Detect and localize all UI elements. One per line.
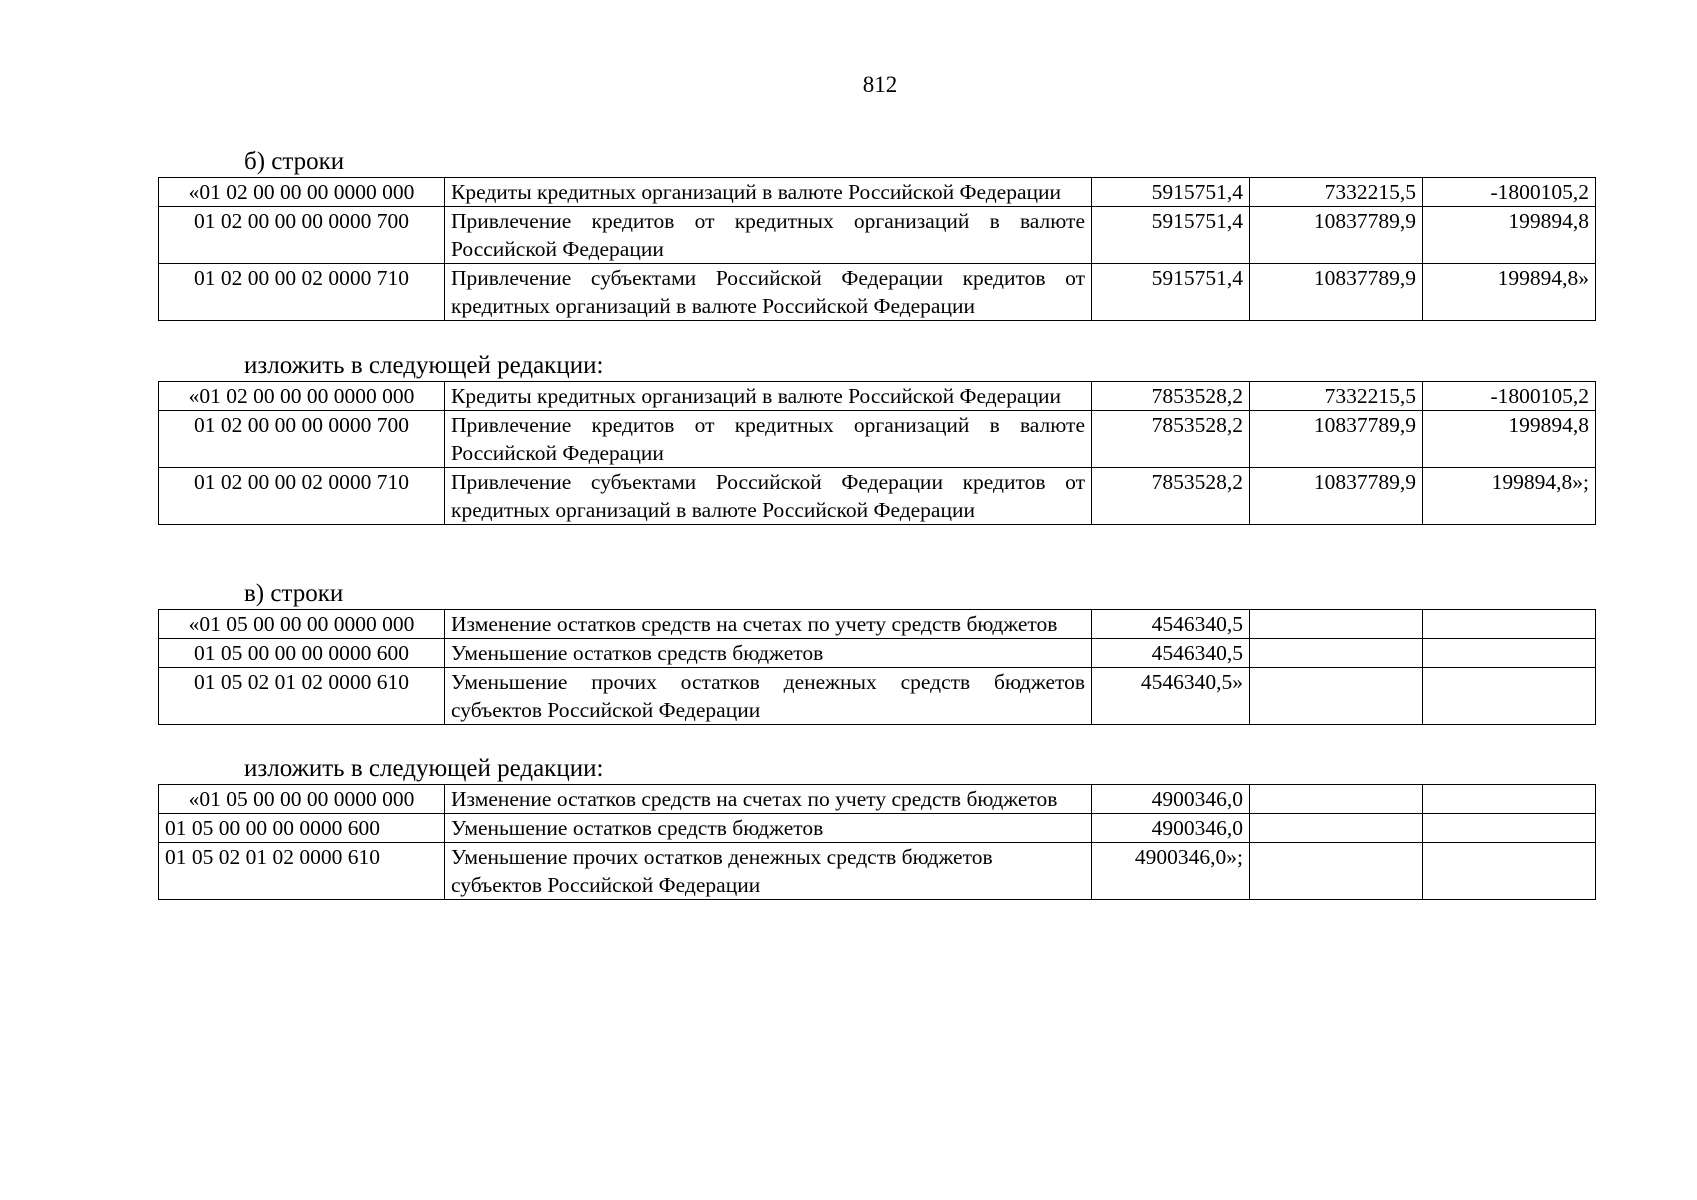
value-column-1: 7853528,2 <box>1092 468 1250 525</box>
value-column-1: 4546340,5 <box>1092 639 1250 668</box>
value-column-2: 7332215,5 <box>1250 382 1423 411</box>
value-column-2 <box>1250 843 1423 900</box>
value-column-1: 4900346,0»; <box>1092 843 1250 900</box>
value-column-1: 5915751,4 <box>1092 264 1250 321</box>
row-description: Изменение остатков средств на счетах по учету средств бюджетов <box>445 785 1092 814</box>
budget-code: «01 02 00 00 00 0000 000 <box>159 382 445 411</box>
value-column-2 <box>1250 814 1423 843</box>
table-row <box>159 843 1596 900</box>
value-column-2 <box>1250 668 1423 725</box>
value-column-3: -1800105,2 <box>1423 382 1596 411</box>
section-v-replace-heading: изложить в следующей редакции: <box>244 755 604 782</box>
budget-code: «01 05 00 00 00 0000 000 <box>159 785 445 814</box>
value-column-1: 4900346,0 <box>1092 814 1250 843</box>
section-b-heading: б) строки <box>244 148 345 175</box>
value-column-3 <box>1423 668 1596 725</box>
value-column-2 <box>1250 785 1423 814</box>
value-column-2: 10837789,9 <box>1250 264 1423 321</box>
value-column-2 <box>1250 639 1423 668</box>
section-v-old-table <box>158 609 1596 725</box>
section-v-new-table <box>158 784 1596 900</box>
budget-code: «01 05 00 00 00 0000 000 <box>159 610 445 639</box>
section-b-replace-heading: изложить в следующей редакции: <box>244 352 604 379</box>
table-row <box>159 668 1596 725</box>
budget-code: 01 05 02 01 02 0000 610 <box>159 668 445 725</box>
table-row <box>159 207 1596 264</box>
value-column-1: 5915751,4 <box>1092 207 1250 264</box>
table-row <box>159 411 1596 468</box>
value-column-2 <box>1250 610 1423 639</box>
row-description: Уменьшение прочих остатков денежных средств бюджетов субъектов Российской Федерации <box>445 668 1092 725</box>
table-row <box>159 178 1596 207</box>
budget-code: 01 02 00 00 02 0000 710 <box>159 468 445 525</box>
row-description: Привлечение субъектами Российской Федерации кредитов от кредитных организаций в валюте Российской Федерации <box>445 468 1092 525</box>
value-column-2: 10837789,9 <box>1250 411 1423 468</box>
value-column-3 <box>1423 639 1596 668</box>
row-description: Изменение остатков средств на счетах по учету средств бюджетов <box>445 610 1092 639</box>
budget-code: 01 05 00 00 00 0000 600 <box>159 639 445 668</box>
budget-code: 01 02 00 00 00 0000 700 <box>159 411 445 468</box>
row-description: Уменьшение остатков средств бюджетов <box>445 814 1092 843</box>
value-column-1: 4546340,5 <box>1092 610 1250 639</box>
value-column-1: 7853528,2 <box>1092 411 1250 468</box>
budget-code: 01 02 00 00 02 0000 710 <box>159 264 445 321</box>
budget-code: «01 02 00 00 00 0000 000 <box>159 178 445 207</box>
budget-code: 01 02 00 00 00 0000 700 <box>159 207 445 264</box>
table-row <box>159 639 1596 668</box>
section-b-new-table <box>158 381 1596 525</box>
value-column-2: 7332215,5 <box>1250 178 1423 207</box>
value-column-3: 199894,8 <box>1423 207 1596 264</box>
budget-code: 01 05 02 01 02 0000 610 <box>159 843 445 900</box>
table-row <box>159 610 1596 639</box>
value-column-3 <box>1423 814 1596 843</box>
table-row <box>159 785 1596 814</box>
section-v-heading: в) строки <box>244 580 344 607</box>
row-description: Уменьшение остатков средств бюджетов <box>445 639 1092 668</box>
row-description: Уменьшение прочих остатков денежных средств бюджетов субъектов Российской Федерации <box>445 843 1092 900</box>
section-b-old-table <box>158 177 1596 321</box>
row-description: Привлечение кредитов от кредитных организаций в валюте Российской Федерации <box>445 411 1092 468</box>
table-row <box>159 468 1596 525</box>
value-column-3: 199894,8 <box>1423 411 1596 468</box>
value-column-1: 4900346,0 <box>1092 785 1250 814</box>
value-column-1: 7853528,2 <box>1092 382 1250 411</box>
value-column-1: 5915751,4 <box>1092 178 1250 207</box>
row-description: Кредиты кредитных организаций в валюте Российской Федерации <box>445 382 1092 411</box>
budget-code: 01 05 00 00 00 0000 600 <box>159 814 445 843</box>
value-column-3: -1800105,2 <box>1423 178 1596 207</box>
value-column-2: 10837789,9 <box>1250 207 1423 264</box>
value-column-2: 10837789,9 <box>1250 468 1423 525</box>
row-description: Кредиты кредитных организаций в валюте Российской Федерации <box>445 178 1092 207</box>
value-column-3 <box>1423 785 1596 814</box>
value-column-3 <box>1423 610 1596 639</box>
table-row <box>159 264 1596 321</box>
row-description: Привлечение кредитов от кредитных организаций в валюте Российской Федерации <box>445 207 1092 264</box>
value-column-3 <box>1423 843 1596 900</box>
value-column-3: 199894,8» <box>1423 264 1596 321</box>
table-row <box>159 382 1596 411</box>
page-number: 812 <box>862 72 898 97</box>
value-column-1: 4546340,5» <box>1092 668 1250 725</box>
table-row <box>159 814 1596 843</box>
row-description: Привлечение субъектами Российской Федерации кредитов от кредитных организаций в валюте Российской Федерации <box>445 264 1092 321</box>
value-column-3: 199894,8»; <box>1423 468 1596 525</box>
